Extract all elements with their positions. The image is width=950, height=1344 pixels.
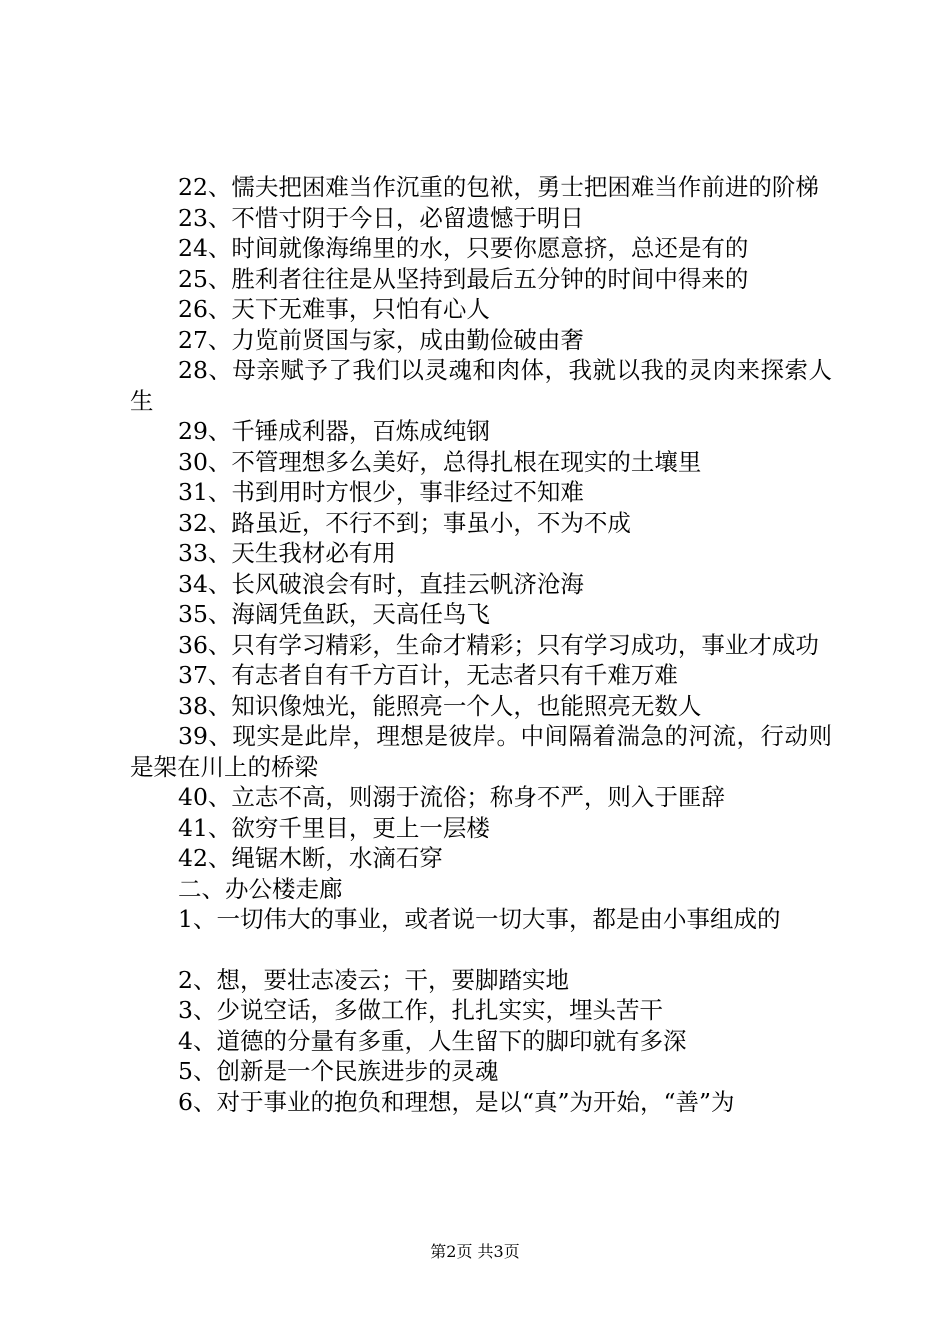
quote-line: 39、现实是此岸，理想是彼岸。中间隔着湍急的河流，行动则是架在川上的桥梁 <box>130 722 832 781</box>
quote-line: 36、只有学习精彩，生命才精彩；只有学习成功，事业才成功 <box>178 630 819 659</box>
quote-line: 38、知识像烛光，能照亮一个人，也能照亮无数人 <box>178 691 702 720</box>
document-body <box>130 172 832 1117</box>
quote-line: 5、创新是一个民族进步的灵魂 <box>178 1057 499 1085</box>
quote-line: 41、欲穷千里目，更上一层楼 <box>178 813 490 842</box>
quote-line: 3、少说空话，多做工作，扎扎实实，埋头苦干 <box>178 996 663 1024</box>
quote-line: 22、懦夫把困难当作沉重的包袱，勇士把困难当作前进的阶梯 <box>178 173 819 201</box>
quote-list <box>130 172 832 935</box>
quote-line: 34、长风破浪会有时，直挂云帆济沧海 <box>178 569 584 598</box>
quote-line: 6、对于事业的抱负和理想，是以“真”为开始，“善”为 <box>178 1087 735 1116</box>
quote-line: 24、时间就像海绵里的水，只要你愿意挤，总还是有的 <box>178 234 749 262</box>
quote-line: 31、书到用时方恨少，事非经过不知难 <box>178 478 584 506</box>
quote-line: 29、千锤成利器，百炼成纯钢 <box>178 417 490 445</box>
quote-line: 32、路虽近，不行不到；事虽小，不为不成 <box>178 508 631 537</box>
quote-line: 37、有志者自有千方百计，无志者只有千难万难 <box>178 661 678 689</box>
page-footer: 第2页 共3页 <box>430 1242 520 1261</box>
blank-line <box>130 935 832 965</box>
quote-line: 40、立志不高，则溺于流俗；称身不严，则入于匪辞 <box>178 783 725 811</box>
quote-list-continued <box>130 965 832 1118</box>
quote-line: 26、天下无难事，只怕有心人 <box>178 295 490 323</box>
quote-line: 二、办公楼走廊 <box>178 874 343 903</box>
quote-line: 25、胜利者往往是从坚持到最后五分钟的时间中得来的 <box>178 264 749 293</box>
quote-line: 1、一切伟大的事业，或者说一切大事，都是由小事组成的 <box>178 905 781 933</box>
quote-line: 28、母亲赋予了我们以灵魂和肉体，我就以我的灵肉来探索人生 <box>130 356 832 415</box>
quote-line: 35、海阔凭鱼跃，天高任鸟飞 <box>178 600 490 628</box>
quote-line: 42、绳锯木断，水滴石穿 <box>178 844 443 872</box>
quote-line: 2、想，要壮志凌云；干，要脚踏实地 <box>178 965 569 994</box>
quote-line: 23、不惜寸阴于今日，必留遗憾于明日 <box>178 203 584 232</box>
quote-line: 33、天生我材必有用 <box>178 539 396 567</box>
quote-line: 27、力览前贤国与家，成由勤俭破由奢 <box>178 325 584 354</box>
quote-line: 30、不管理想多么美好，总得扎根在现实的土壤里 <box>178 447 702 476</box>
quote-line: 4、道德的分量有多重，人生留下的脚印就有多深 <box>178 1026 687 1055</box>
